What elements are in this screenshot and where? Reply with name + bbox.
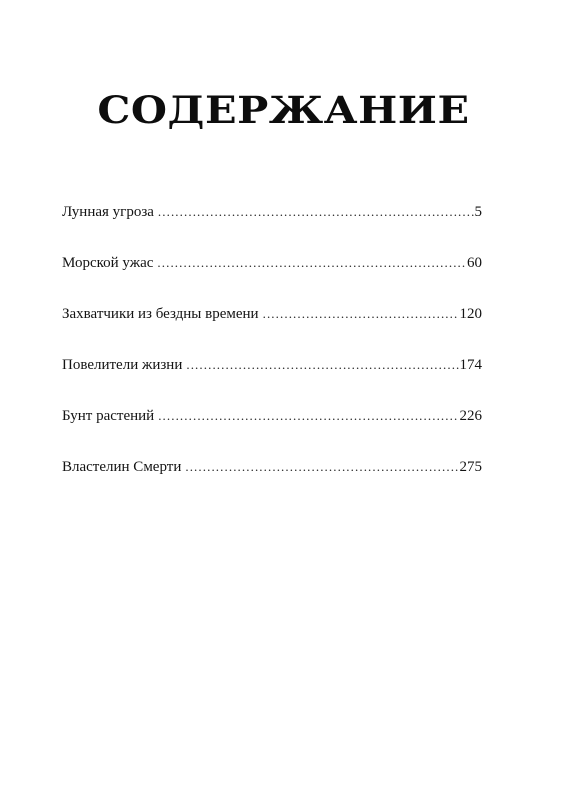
toc-entry-page-number: 120 <box>459 306 482 322</box>
dot-leader <box>186 355 458 375</box>
toc-entry-page-number: 5 <box>474 204 482 220</box>
toc-entry <box>62 304 482 355</box>
toc-entry-title: Повелители жизни <box>62 357 183 373</box>
toc-entry-title: Властелин Смерти <box>62 459 182 475</box>
toc-entry-title: Бунт растений <box>62 408 155 424</box>
toc-entry <box>62 355 482 406</box>
toc-entry <box>62 202 482 253</box>
table-of-contents <box>62 202 482 508</box>
page-title: СОДЕРЖАНИЕ <box>97 88 470 132</box>
toc-entry <box>62 457 482 508</box>
dot-leader <box>157 253 466 273</box>
dot-leader <box>185 457 458 477</box>
toc-entry-title: Захватчики из бездны времени <box>62 306 259 322</box>
toc-entry-page-number: 226 <box>459 408 482 424</box>
toc-entry-title: Лунная угроза <box>62 204 154 220</box>
dot-leader <box>263 304 459 324</box>
toc-entry-page-number: 275 <box>459 459 482 475</box>
toc-entry-page-number: 60 <box>467 255 482 271</box>
toc-entry-page-number: 174 <box>459 357 482 373</box>
toc-entry <box>62 253 482 304</box>
toc-entry <box>62 406 482 457</box>
toc-entry-title: Морской ужас <box>62 255 154 271</box>
dot-leader <box>158 202 474 222</box>
dot-leader <box>158 406 458 426</box>
